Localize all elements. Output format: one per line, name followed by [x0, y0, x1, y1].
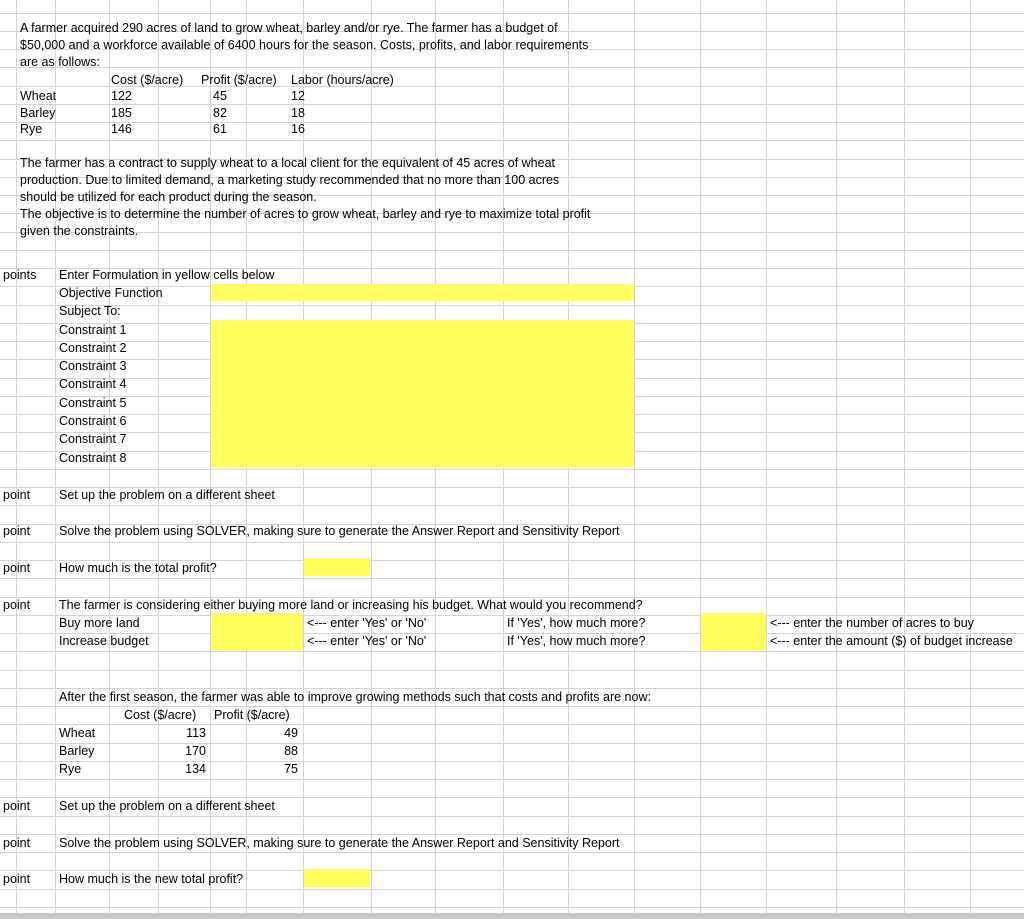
table1-header-profit: Profit ($/acre): [201, 73, 277, 87]
table1-row-crop: Rye: [20, 122, 43, 136]
intro-line-1: A farmer acquired 290 acres of land to grow wheat, barley and/or rye. The farmer has a budget of: [20, 21, 558, 35]
points-label: points: [3, 268, 37, 282]
formulation-heading: Enter Formulation in yellow cells below: [59, 268, 275, 282]
season2-row-crop: Barley: [59, 744, 95, 758]
row-line: [0, 907, 1024, 908]
season2-row-crop: Rye: [59, 762, 82, 776]
new-total-profit-cell[interactable]: [304, 869, 370, 887]
table1-header-cost: Cost ($/acre): [111, 73, 184, 87]
intro-line-2: $50,000 and a workforce available of 6400 hours for the season. Costs, profits, and labor requirements: [20, 38, 589, 52]
row-line: [0, 67, 1024, 68]
point-label: point: [3, 524, 31, 538]
table1-header-labor: Labor (hours/acre): [291, 73, 394, 87]
point-label: point: [3, 488, 31, 502]
objective-function-cell[interactable]: [211, 284, 634, 301]
objective-function-label: Objective Function: [59, 286, 163, 300]
subject-to-label: Subject To:: [59, 304, 121, 318]
contract-line-3: should be utilized for each product during the season.: [20, 190, 317, 204]
solve-task: Solve the problem using SOLVER, making sure to generate the Answer Report and Sensitivity Report: [59, 524, 620, 538]
row-line: [0, 852, 1024, 853]
season2-row-cost: 134: [185, 762, 206, 776]
enter-amount-hint: <--- enter the amount ($) of budget increase: [770, 634, 1013, 648]
row-line: [0, 250, 1024, 251]
point-label: point: [3, 799, 31, 813]
season2-intro: After the first season, the farmer was able to improve growing methods such that costs and profits are now:: [59, 690, 651, 704]
row-line: [0, 104, 1024, 105]
setup-task: Set up the problem on a different sheet: [59, 488, 275, 502]
season2-solve-task: Solve the problem using SOLVER, making sure to generate the Answer Report and Sensitivity Report: [59, 836, 620, 850]
new-total-profit-question: How much is the new total profit?: [59, 872, 244, 886]
table1-row-cost: 146: [111, 122, 132, 136]
row-line: [0, 232, 1024, 233]
row-line: [0, 140, 1024, 141]
constraint-label: Constraint 4: [59, 377, 127, 391]
constraint-label: Constraint 2: [59, 341, 127, 355]
point-label: point: [3, 872, 31, 886]
contract-line-5: given the constraints.: [20, 224, 139, 238]
season2-row-crop: Wheat: [59, 726, 96, 740]
table1-row-labor: 18: [291, 106, 305, 120]
buy-land-answer-cell[interactable]: [211, 613, 303, 650]
recommendation-question: The farmer is considering either buying more land or increasing his budget. What would you recommend?: [59, 598, 643, 612]
season2-row-profit: 88: [284, 744, 298, 758]
table1-row-profit: 45: [213, 89, 227, 103]
table1-row-crop: Barley: [20, 106, 56, 120]
row-line: [0, 779, 1024, 780]
if-yes-label: If 'Yes', how much more?: [507, 616, 646, 630]
if-yes-label: If 'Yes', how much more?: [507, 634, 646, 648]
season2-header-cost: Cost ($/acre): [124, 708, 197, 722]
constraint-label: Constraint 5: [59, 396, 127, 410]
constraint-label: Constraint 7: [59, 432, 127, 446]
season2-row-cost: 170: [185, 744, 206, 758]
enter-yes-no-hint: <--- enter 'Yes' or 'No': [307, 616, 427, 630]
constraint-label: Constraint 3: [59, 359, 127, 373]
total-profit-cell[interactable]: [304, 558, 370, 576]
table1-row-labor: 12: [291, 89, 305, 103]
season2-row-profit: 75: [284, 762, 298, 776]
season2-setup-task: Set up the problem on a different sheet: [59, 799, 275, 813]
row-line: [0, 13, 1024, 14]
enter-acres-hint: <--- enter the number of acres to buy: [770, 616, 974, 630]
constraints-cells[interactable]: [211, 320, 634, 467]
sheet-bottom-scrollbar[interactable]: [0, 913, 1024, 919]
buy-land-label: Buy more land: [59, 616, 140, 630]
row-line: [0, 505, 1024, 506]
point-label: point: [3, 561, 31, 575]
constraint-label: Constraint 8: [59, 451, 127, 465]
table1-row-labor: 16: [291, 122, 305, 136]
point-label: point: [3, 598, 31, 612]
row-line: [0, 578, 1024, 579]
row-line: [0, 670, 1024, 671]
row-line: [0, 305, 1024, 306]
increase-budget-label: Increase budget: [59, 634, 149, 648]
table1-row-cost: 185: [111, 106, 132, 120]
enter-yes-no-hint: <--- enter 'Yes' or 'No': [307, 634, 427, 648]
constraint-label: Constraint 1: [59, 323, 127, 337]
constraint-label: Constraint 6: [59, 414, 127, 428]
intro-line-3: are as follows:: [20, 55, 100, 69]
row-line: [0, 651, 1024, 652]
row-line: [0, 469, 1024, 470]
season2-header-profit: Profit ($/acre): [214, 708, 290, 722]
contract-line-4: The objective is to determine the number of acres to grow wheat, barley and rye to maximize total profit: [20, 207, 591, 221]
row-line: [0, 889, 1024, 890]
season2-row-profit: 49: [284, 726, 298, 740]
table1-row-profit: 61: [213, 122, 227, 136]
row-line: [0, 122, 1024, 123]
contract-line-2: production. Due to limited demand, a marketing study recommended that no more than 100 acres: [20, 173, 560, 187]
contract-line-1: The farmer has a contract to supply wheat to a local client for the equivalent of 45 acres of wheat: [20, 156, 556, 170]
table1-row-profit: 82: [213, 106, 227, 120]
table1-row-cost: 122: [111, 89, 132, 103]
table1-row-crop: Wheat: [20, 89, 57, 103]
total-profit-question: How much is the total profit?: [59, 561, 217, 575]
season2-row-cost: 113: [186, 726, 206, 740]
row-line: [0, 816, 1024, 817]
point-label: point: [3, 836, 31, 850]
row-line: [0, 542, 1024, 543]
how-much-more-cell[interactable]: [701, 613, 766, 650]
